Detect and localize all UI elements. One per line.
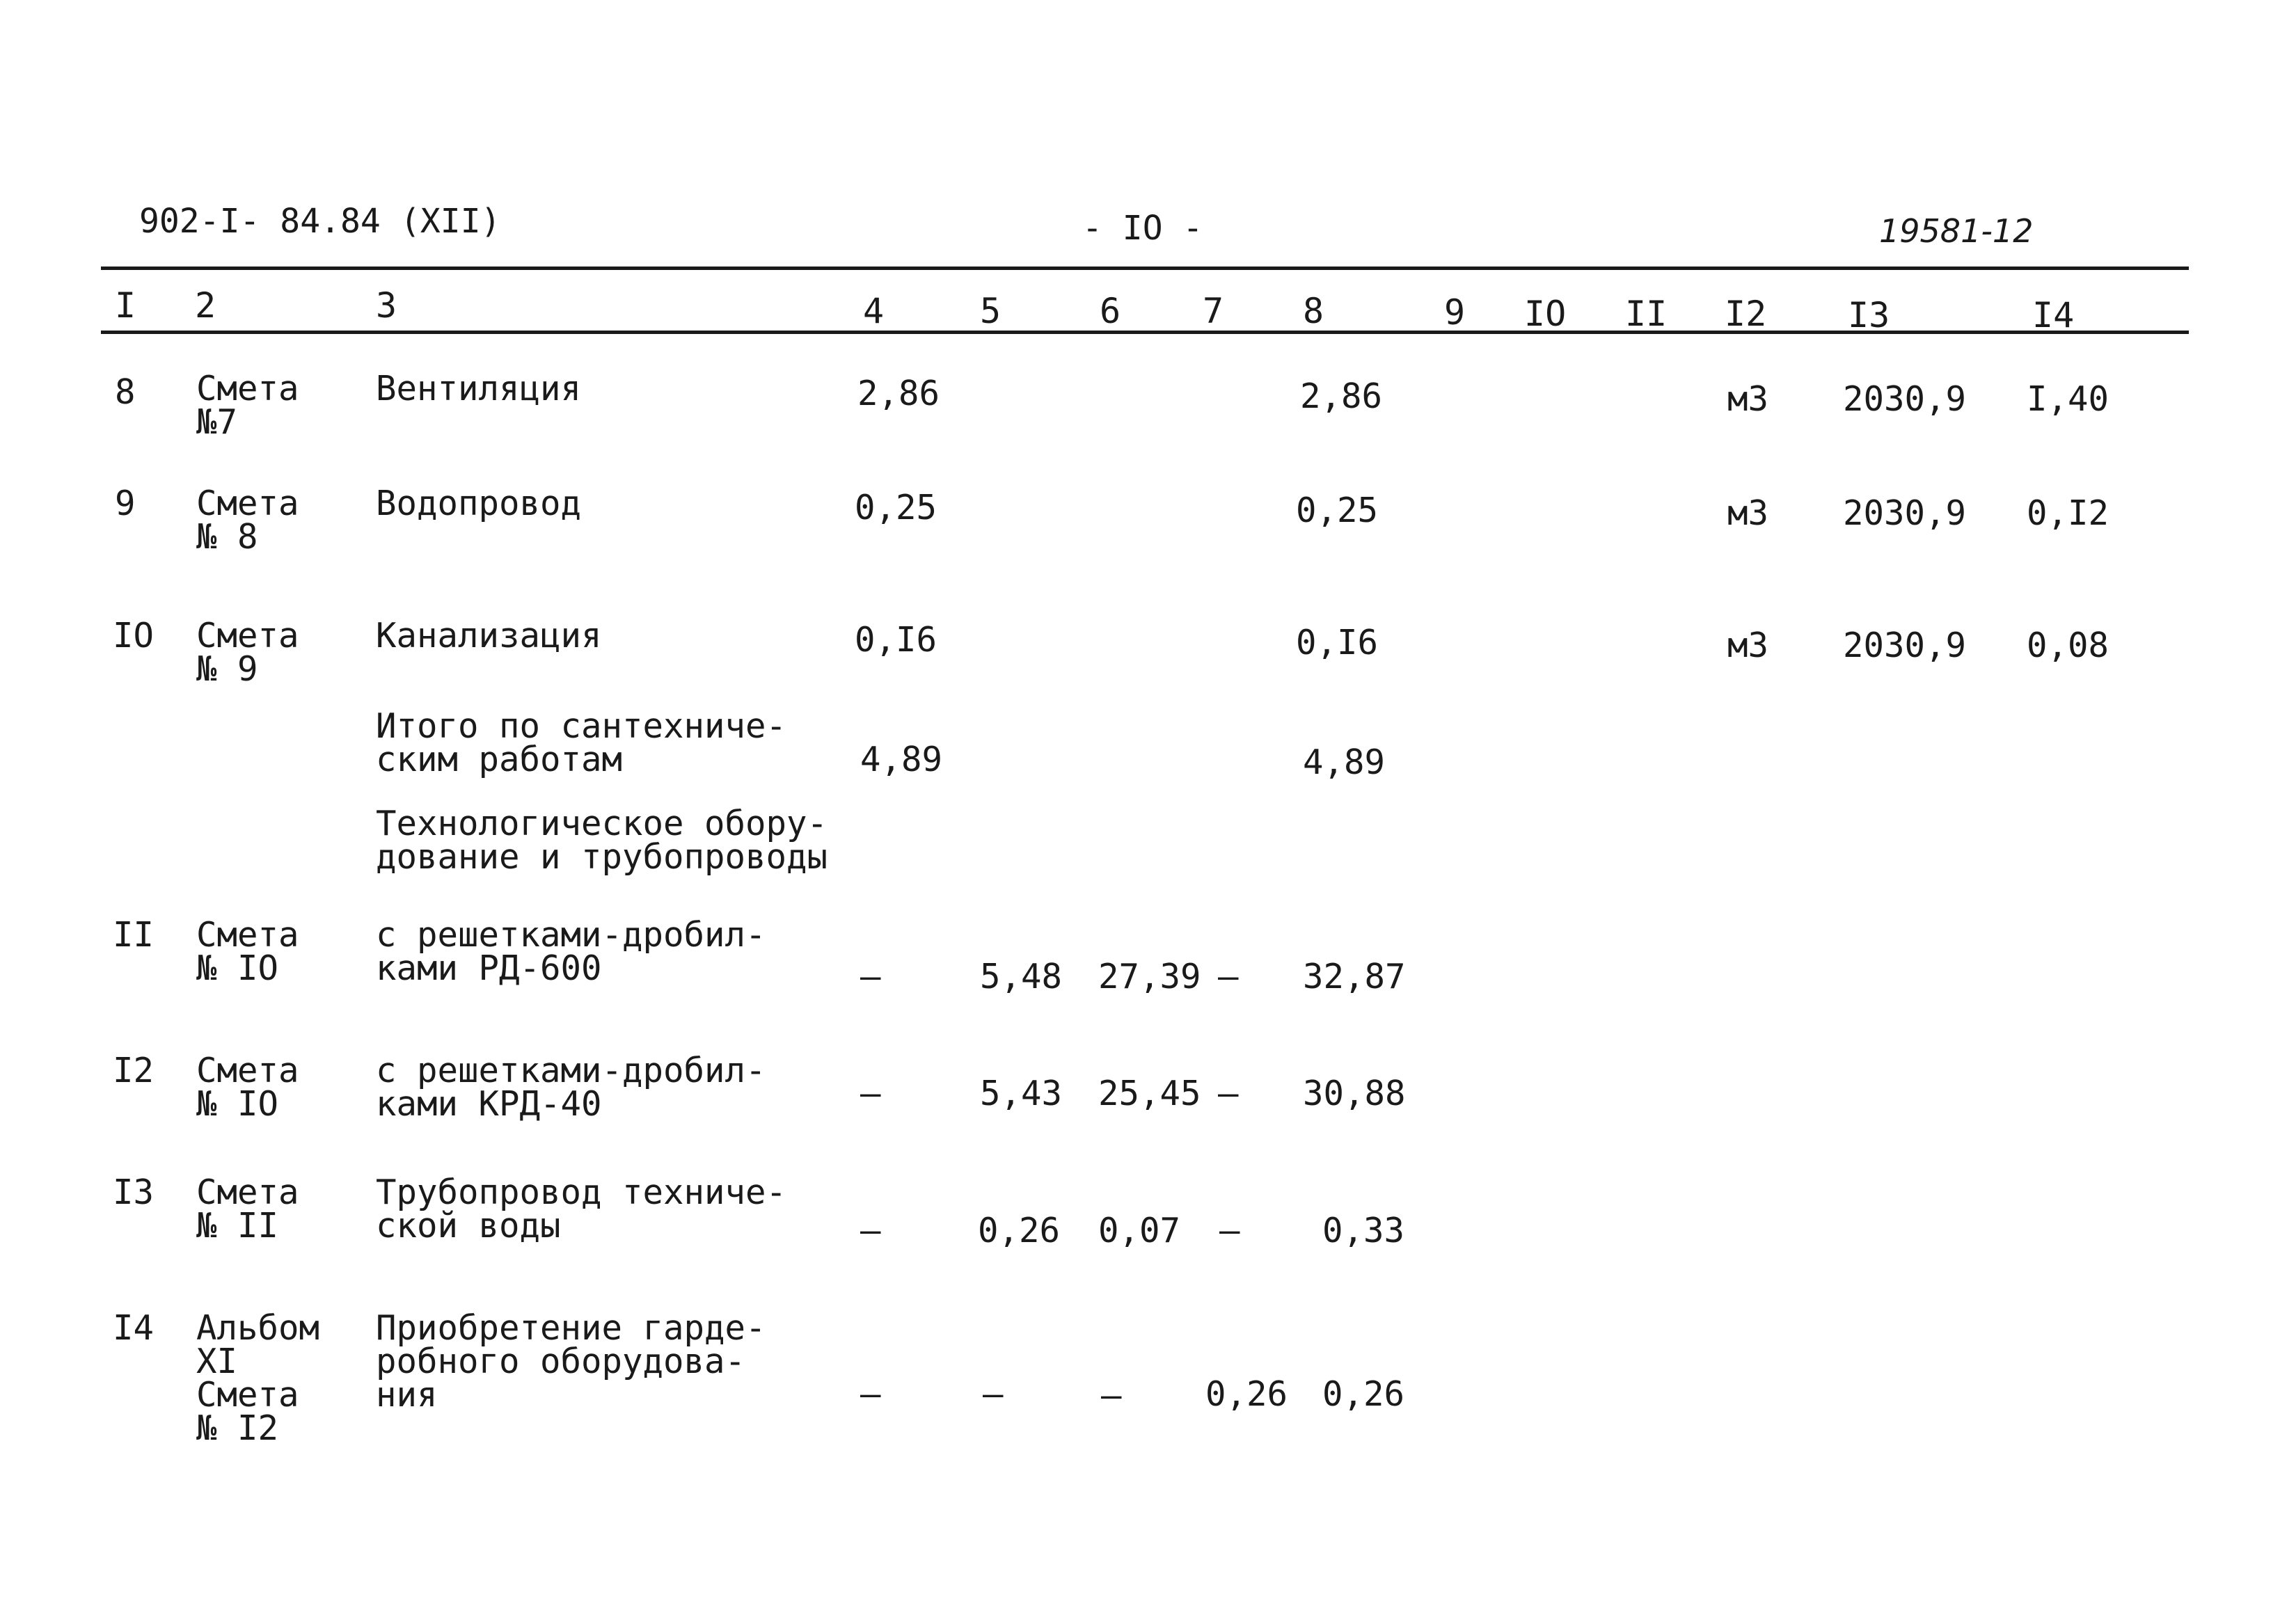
column-number: 7 <box>1203 291 1224 331</box>
cell-col7: – <box>1219 1211 1240 1250</box>
cell-col4: – <box>860 1374 881 1414</box>
item-name: Вентиляция <box>376 369 582 408</box>
section-heading: Технологическое обору- дование и трубопроводы <box>376 804 828 877</box>
row-number: 9 <box>115 484 136 523</box>
cell-col14: I,40 <box>2027 379 2109 419</box>
column-number: 3 <box>376 285 397 326</box>
cell-col8: 0,25 <box>1296 491 1379 530</box>
cell-col5: 0,26 <box>978 1211 1061 1250</box>
column-number: II <box>1625 294 1668 334</box>
cell-col8: 0,26 <box>1322 1374 1405 1414</box>
column-number: 9 <box>1444 292 1466 333</box>
row-number: I2 <box>113 1051 155 1090</box>
cell-col13: 2030,9 <box>1843 626 1967 665</box>
column-number: I3 <box>1848 295 1890 335</box>
cell-col5: 5,43 <box>980 1074 1063 1113</box>
cell-col7: – <box>1218 1074 1239 1113</box>
item-name: Приобретение гарде- робного оборудова- ния <box>376 1308 766 1415</box>
estimate-ref: Смета № IO <box>196 1051 299 1124</box>
cell-col6: – <box>1101 1376 1122 1415</box>
column-number: I4 <box>2032 295 2075 335</box>
doc-code: 902-I- 84.84 <box>139 202 381 241</box>
item-name: Трубопровод техниче- ской воды <box>376 1172 787 1246</box>
cell-col5: – <box>983 1374 1004 1414</box>
column-number: 5 <box>980 291 1001 331</box>
column-number: IO <box>1524 294 1567 334</box>
cell-col8: 4,89 <box>1303 742 1386 782</box>
cell-col14: 0,I2 <box>2027 493 2109 533</box>
column-number: I2 <box>1725 294 1767 334</box>
cell-col7: 0,26 <box>1205 1374 1288 1414</box>
estimate-ref: Смета № IO <box>196 915 299 988</box>
cell-col4: 2,86 <box>857 374 940 413</box>
item-name: с решетками-дробил- ками РД-600 <box>376 915 766 988</box>
estimate-ref: Смета № II <box>196 1172 299 1246</box>
row-number: II <box>113 915 155 955</box>
row-number: I3 <box>113 1172 155 1212</box>
top-rule <box>101 267 2189 270</box>
cell-col8: 0,I6 <box>1296 623 1379 662</box>
cell-col7: – <box>1218 957 1239 996</box>
estimate-ref: Смета № 9 <box>196 616 299 689</box>
item-name: с решетками-дробил- ками КРД-40 <box>376 1051 766 1124</box>
estimate-ref: Смета №7 <box>196 369 299 442</box>
cell-col6: 25,45 <box>1098 1074 1201 1113</box>
cell-col6: 27,39 <box>1098 957 1201 996</box>
cell-col13: 2030,9 <box>1843 493 1967 533</box>
cell-col6: 0,07 <box>1098 1211 1181 1250</box>
item-name: Водопровод <box>376 484 582 523</box>
cell-col8: 30,88 <box>1303 1074 1406 1113</box>
column-number: I <box>115 285 136 326</box>
cell-col4: – <box>860 1211 881 1250</box>
column-number: 6 <box>1100 291 1121 331</box>
album-number: (XII) <box>400 202 501 241</box>
row-number: I4 <box>113 1308 155 1348</box>
cell-col12: м3 <box>1727 626 1769 665</box>
cell-col8: 32,87 <box>1303 957 1406 996</box>
subtotal-label: Итого по сантехниче- ским работам <box>376 706 787 779</box>
cell-col4: 0,I6 <box>855 620 937 660</box>
estimate-ref: Альбом XI Смета № I2 <box>196 1308 320 1448</box>
cell-col4: 4,89 <box>860 740 943 779</box>
row-number: 8 <box>115 372 136 412</box>
cell-col5: 5,48 <box>980 957 1063 996</box>
sheet-code: 19581-12 <box>1879 212 2034 250</box>
column-number: 8 <box>1303 291 1324 331</box>
cell-col8: 2,86 <box>1300 376 1383 416</box>
estimate-ref: Смета № 8 <box>196 484 299 557</box>
cell-col14: 0,08 <box>2027 626 2109 665</box>
cell-col4: 0,25 <box>855 488 937 527</box>
item-name: Канализация <box>376 616 602 655</box>
cell-col12: м3 <box>1727 493 1769 533</box>
cell-col4: – <box>860 957 881 996</box>
cell-col12: м3 <box>1727 379 1769 419</box>
column-number: 4 <box>863 291 885 331</box>
row-number: IO <box>113 616 155 655</box>
cell-col13: 2030,9 <box>1843 379 1967 419</box>
column-number: 2 <box>195 285 216 326</box>
page-number: - IO - <box>1082 209 1203 248</box>
cell-col8: 0,33 <box>1322 1211 1405 1250</box>
cell-col4: – <box>860 1074 881 1113</box>
